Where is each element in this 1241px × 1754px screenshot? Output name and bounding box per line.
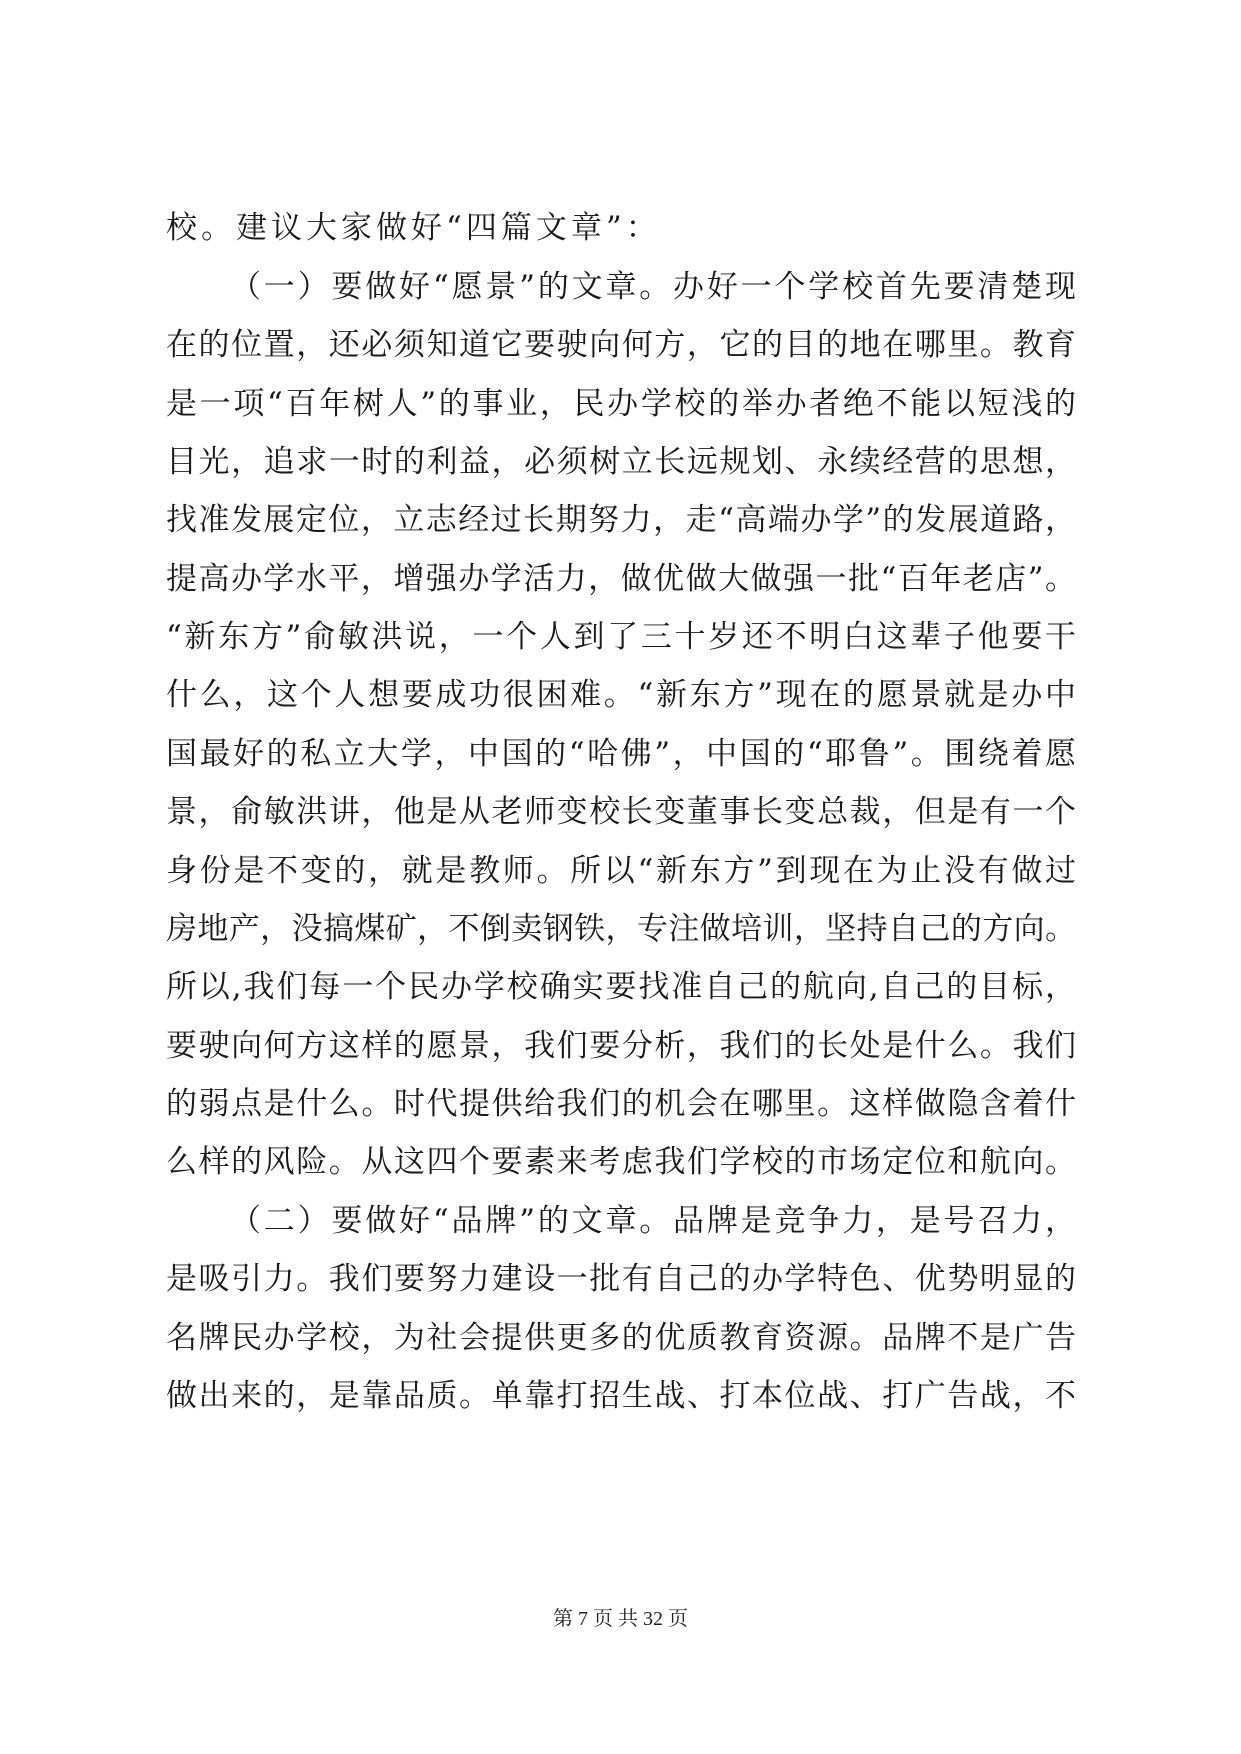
page-number-footer: 第 7 页 共 32 页 (553, 1608, 688, 1630)
text-line: 校。建议大家做好“四篇文章”： (166, 210, 661, 246)
text-line: 目光，追求一时的利益，必须树立长远规划、永续经营的思想， (166, 444, 1076, 480)
text-line: 身份是不变的，就是教师。所以“新东方”到现在为止没有做过 (166, 853, 1076, 889)
text-line: 么样的风险。从这四个要素来考虑我们学校的市场定位和航向。 (166, 1144, 1076, 1180)
text-line: 所以,我们每一个民办学校确实要找准自己的航向,自己的目标， (166, 969, 1076, 1005)
text-line: 房地产，没搞煤矿，不倒卖钢铁，专注做培训，坚持自己的方向。 (166, 911, 1076, 947)
text-line: 在的位置，还必须知道它要驶向何方，它的目的地在哪里。教育 (166, 327, 1076, 363)
text-line: 景，俞敏洪讲，他是从老师变校长变董事长变总裁，但是有一个 (166, 794, 1076, 830)
text-line: 提高办学水平，增强办学活力，做优做大做强一批“百年老店”。 (166, 561, 1076, 597)
text-line: （二）要做好“品牌”的文章。品牌是竞争力，是号召力， (230, 1203, 1076, 1239)
text-line: 是一项“百年树人”的事业，民办学校的举办者绝不能以短浅的 (166, 386, 1076, 422)
text-line: 国最好的私立大学，中国的“哈佛”，中国的“耶鲁”。围绕着愿 (166, 736, 1076, 772)
text-line: 的弱点是什么。时代提供给我们的机会在哪里。这样做隐含着什 (166, 1086, 1076, 1122)
text-line: 名牌民办学校，为社会提供更多的优质教育资源。品牌不是广告 (166, 1320, 1076, 1356)
text-line: （一）要做好“愿景”的文章。办好一个学校首先要清楚现 (230, 269, 1076, 305)
text-line: 要驶向何方这样的愿景，我们要分析，我们的长处是什么。我们 (166, 1028, 1076, 1064)
text-line: “新东方”俞敏洪说，一个人到了三十岁还不明白这辈子他要干 (166, 619, 1076, 655)
text-line: 是吸引力。我们要努力建设一批有自己的办学特色、优势明显的 (166, 1261, 1076, 1297)
text-line: 找准发展定位，立志经过长期努力，走“高端办学”的发展道路， (166, 502, 1076, 538)
text-line: 什么，这个人想要成功很困难。“新东方”现在的愿景就是办中 (166, 677, 1076, 713)
text-line: 做出来的，是靠品质。单靠打招生战、打本位战、打广告战，不 (166, 1378, 1076, 1414)
